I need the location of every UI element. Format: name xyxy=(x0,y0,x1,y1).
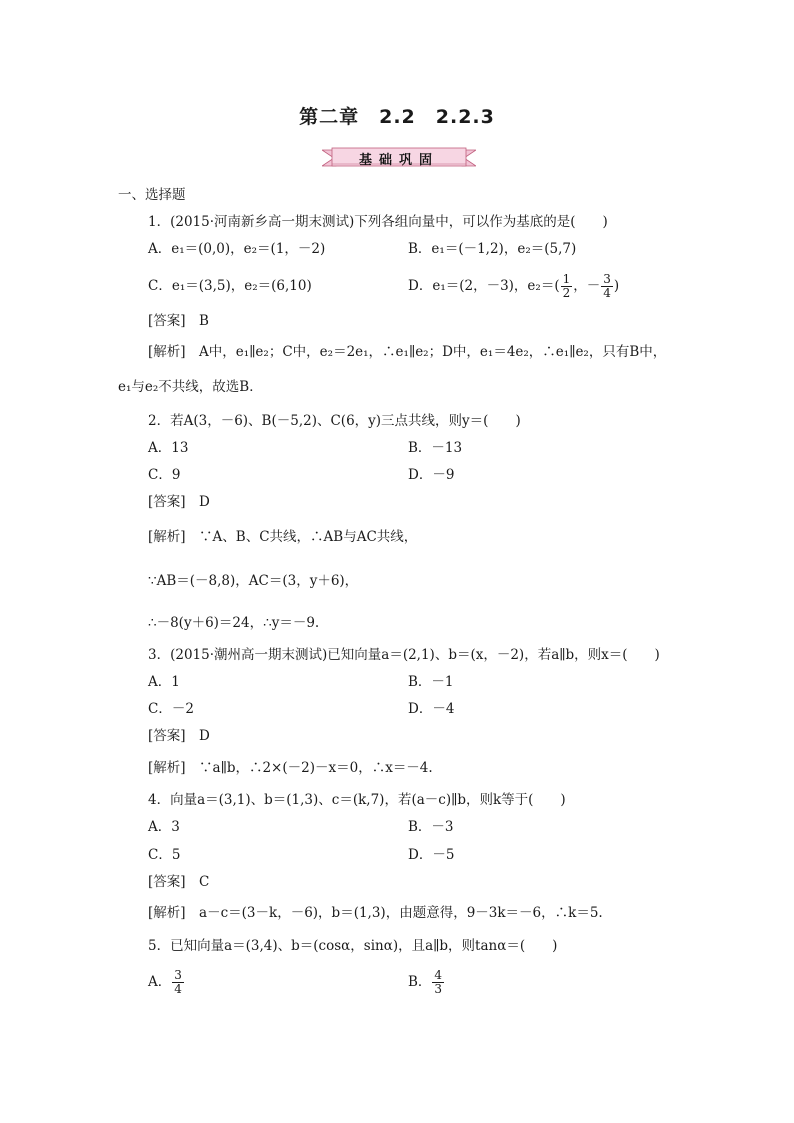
answer-value: C xyxy=(199,874,210,890)
q1-option-b: B．e₁＝(－1,2)，e₂＝(5,7) xyxy=(408,241,577,257)
answer-value: D xyxy=(199,728,210,744)
answer-value: B xyxy=(199,313,209,329)
option-prefix: A． xyxy=(148,974,172,990)
answer-label: [答案] xyxy=(148,874,186,890)
q1-option-d-suffix: ) xyxy=(613,278,620,294)
analysis-text: a－c＝(3－k，－6)，b＝(1,3)，由题意得，9－3k＝－6，∴k＝5. xyxy=(199,905,603,921)
fraction-denominator: 4 xyxy=(174,982,182,996)
q4-stem: 4．向量a＝(3,1)、b＝(1,3)、c＝(k,7)，若(a－c)∥b，则k等于( ) xyxy=(148,792,566,808)
analysis-text: ∵A、B、C共线，∴AB与AC共线， xyxy=(199,529,418,545)
q4-option-d: D．－5 xyxy=(408,847,455,863)
fraction-denominator: 2 xyxy=(562,286,571,300)
fraction xyxy=(172,969,184,996)
answer-label: [答案] xyxy=(148,313,186,329)
answer-label: [答案] xyxy=(148,494,186,510)
q4-option-c: C．5 xyxy=(148,847,181,863)
q1-option-a: A．e₁＝(0,0)，e₂＝(1，－2) xyxy=(148,241,326,257)
q3-option-d: D．－4 xyxy=(408,701,455,717)
fraction-numerator: 4 xyxy=(434,968,443,982)
fraction xyxy=(561,273,573,300)
q1-stem: 1．(2015·河南新乡高一期末测试)下列各组向量中，可以作为基底的是( ) xyxy=(148,214,608,230)
q4-option-a: A．3 xyxy=(148,819,180,835)
q1-answer xyxy=(148,312,209,330)
q5-option-b xyxy=(408,966,445,998)
answer-value: D xyxy=(199,494,210,510)
q2-option-b: B．－13 xyxy=(408,440,463,456)
q4-option-b: B．－3 xyxy=(408,819,454,835)
q2-stem: 2．若A(3，－6)、B(－5,2)、C(6，y)三点共线，则y＝( ) xyxy=(148,413,521,429)
q2-option-a: A．13 xyxy=(148,440,189,456)
q1-option-d xyxy=(408,270,619,302)
fraction-numerator: 3 xyxy=(174,968,182,982)
q1-analysis xyxy=(148,343,666,361)
analysis-text: A中，e₁∥e₂；C中，e₂＝2e₁，∴e₁∥e₂；D中，e₁＝4e₂，∴e₁∥e₂，只有B中， xyxy=(199,344,667,360)
q2-option-d: D．－9 xyxy=(408,467,455,483)
fraction-numerator: 1 xyxy=(562,272,571,286)
q2-analysis-line2: ∵AB＝(－8,8)，AC＝(3，y＋6)， xyxy=(148,573,359,589)
q2-option-c: C．9 xyxy=(148,467,181,483)
q3-answer xyxy=(148,727,210,745)
q1-option-d-sep: ，－ xyxy=(573,278,601,294)
analysis-label: [解析] xyxy=(148,905,186,921)
q2-analysis xyxy=(148,528,417,546)
q1-analysis-cont: e₁与e₂不共线，故选B． xyxy=(118,379,263,395)
analysis-text: ∵a∥b，∴2×(－2)－x＝0，∴x＝－4. xyxy=(199,760,433,776)
analysis-label: [解析] xyxy=(148,344,186,360)
q2-analysis-line3: ∴－8(y＋6)＝24，∴y＝－9. xyxy=(148,615,320,631)
analysis-label: [解析] xyxy=(148,760,186,776)
q3-option-a: A．1 xyxy=(148,674,180,690)
page-title: 第二章 2.2 2.2.3 xyxy=(299,106,495,128)
q5-stem: 5．已知向量a＝(3,4)、b＝(cosα，sinα)，且a∥b，则tanα＝( ) xyxy=(148,938,558,954)
q5-option-a xyxy=(148,966,185,998)
q2-answer xyxy=(148,493,210,511)
section-banner xyxy=(322,147,476,169)
q3-option-b: B．－1 xyxy=(408,674,454,690)
fraction-denominator: 4 xyxy=(603,286,611,300)
q1-option-c: C．e₁＝(3,5)，e₂＝(6,10) xyxy=(148,278,312,294)
q4-analysis xyxy=(148,904,603,922)
fraction xyxy=(432,969,444,996)
q4-answer xyxy=(148,873,209,891)
analysis-label: [解析] xyxy=(148,529,186,545)
q3-analysis xyxy=(148,759,433,777)
fraction xyxy=(601,273,613,300)
section-heading: 一、选择题 xyxy=(118,187,186,203)
q3-stem: 3．(2015·潮州高一期末测试)已知向量a＝(2,1)、b＝(x，－2)，若a∥b，则x＝( ) xyxy=(148,647,660,663)
answer-label: [答案] xyxy=(148,728,186,744)
option-prefix: B． xyxy=(408,974,432,990)
fraction-numerator: 3 xyxy=(603,272,611,286)
q1-option-d-prefix: D．e₁＝(2，－3)，e₂＝( xyxy=(408,278,560,294)
q3-option-c: C．－2 xyxy=(148,701,194,717)
banner-label: 基础巩固 xyxy=(358,153,439,168)
fraction-denominator: 3 xyxy=(434,982,443,996)
